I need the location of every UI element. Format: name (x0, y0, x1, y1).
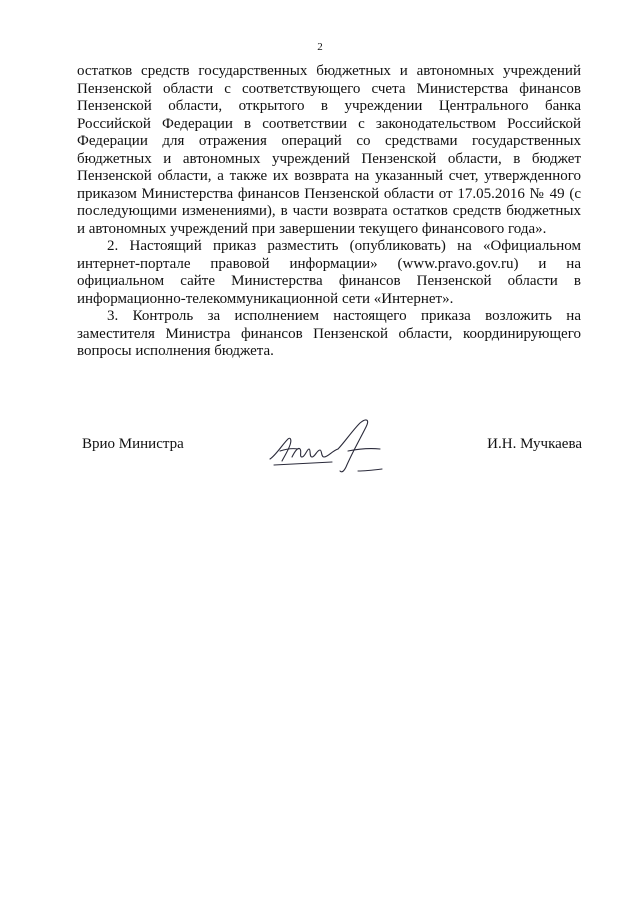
paragraph-continuation: остатков средств государственных бюджетных и автономных учреждений Пензенской области с соответствующего счета Министерства финансов Пензенской области, открытого в учреждении Центрального банка Российской Федерации в соответствии с законодательством Российской Федерации для отражения операций со средствами государственных бюджетных и автономных учреждений Пензенской области, в бюджет Пензенской области, а также их возврата на указанный счет, утвержденного приказом Министерства финансов Пензенской области от 17.05.2016 № 49 (с последующими изменениями), в части возврата остатков средств бюджетных и автономных учреждений при завершении текущего финансового года». (77, 63, 581, 237)
handwritten-signature-icon (262, 415, 392, 477)
signature-block (0, 415, 640, 475)
signatory-position: Врио Министра (82, 436, 184, 452)
page-number: 2 (317, 41, 323, 53)
document-body (77, 63, 581, 361)
paragraph-item-2: 2. Настоящий приказ разместить (опубликовать) на «Официальном интернет-портале правовой информации» (www.pravo.gov.ru) и на официальном сайте Министерства финансов Пензенской области в информационно-телекоммуникационной сети «Интернет». (77, 238, 581, 307)
signatory-name: И.Н. Мучкаева (487, 436, 582, 452)
paragraph-item-3: 3. Контроль за исполнением настоящего приказа возложить на заместителя Министра финансов Пензенской области, координирующего вопросы исполнения бюджета. (77, 308, 581, 359)
